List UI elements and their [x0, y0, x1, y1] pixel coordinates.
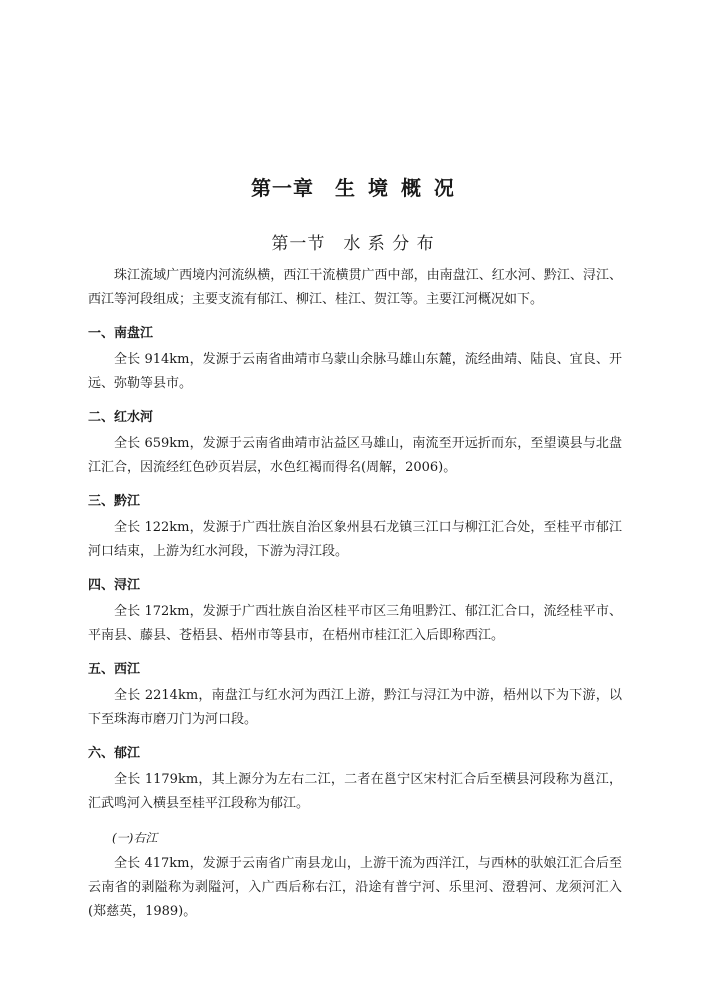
river-paragraph: 全长 172km，发源于广西壮族自治区桂平市区三角咀黔江、郁江汇合口，流经桂平市、平南县、藤县、苍梧县、梧州市等县市，在梧州市桂江汇入后即称西江。 [88, 604, 622, 643]
body-content [88, 264, 622, 924]
river-paragraph: 全长 1179km，其上源分为左右二江，二者在邕宁区宋村汇合后至横县河段称为邕江，汇武鸣河入横县至桂平江段称为郁江。 [88, 772, 622, 811]
river-heading: 三、黔江 [88, 494, 141, 509]
river-paragraph: 全长 914km，发源于云南省曲靖市乌蒙山余脉马雄山东麓，流经曲靖、陆良、宜良、开远、弥勒等县市。 [88, 352, 622, 391]
section-title: 第一节 水 系 分 布 [271, 234, 435, 254]
river-paragraph: 全长 2214km，南盘江与红水河为西江上游，黔江与浔江为中游，梧州以下为下游，以下至珠海市磨刀门为河口段。 [88, 688, 622, 727]
river-heading: 一、南盘江 [88, 326, 154, 341]
river-heading: 五、西江 [88, 662, 141, 677]
river-heading: 二、红水河 [88, 410, 154, 425]
intro-paragraph: 珠江流域广西境内河流纵横，西江干流横贯广西中部，由南盘江、红水河、黔江、浔江、西江等河段组成；主要支流有郁江、柳江、桂江、贺江等。主要江河概况如下。 [88, 268, 622, 307]
river-paragraph: 全长 659km，发源于云南省曲靖市沾益区马雄山，南流至开远折而东，至望谟县与北盘江汇合，因流经红色砂页岩层，水色红褐而得名(周解，2006)。 [88, 436, 622, 475]
river-heading: 六、郁江 [88, 746, 141, 761]
chapter-title: 第一章 生 境 概 况 [251, 176, 455, 200]
sub-river-paragraph: 全长 417km，发源于云南省广南县龙山，上游干流为西洋江，与西林的驮娘江汇合后至云南省的剥隘称为剥隘河，入广西后称右江，沿途有普宁河、乐里河、澄碧河、龙须河汇入(郑慈英，1989)。 [88, 856, 622, 919]
river-heading: 四、浔江 [88, 578, 141, 593]
sub-river-heading: (一)右江 [112, 831, 158, 845]
river-paragraph: 全长 122km，发源于广西壮族自治区象州县石龙镇三江口与柳江汇合处，至桂平市郁江河口结束，上游为红水河段，下游为浔江段。 [88, 520, 622, 559]
